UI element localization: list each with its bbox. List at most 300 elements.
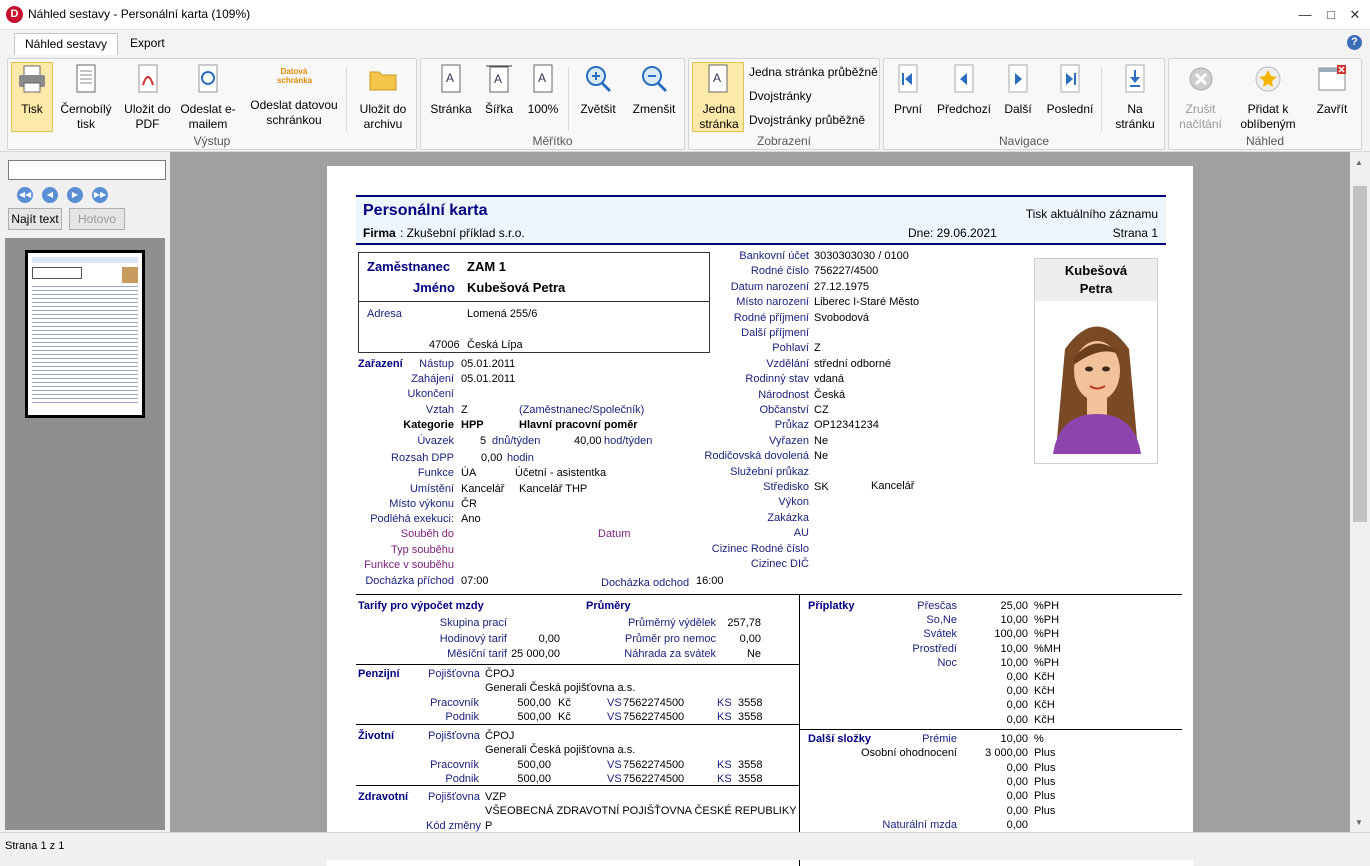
ins-ks-label: KS bbox=[717, 759, 732, 771]
priplatek-value: 100,00 bbox=[994, 628, 1028, 641]
detail-label: Datum narození bbox=[730, 280, 809, 293]
zoom-width-label: Šířka bbox=[484, 102, 513, 116]
zdravotni-poj: VZP bbox=[485, 791, 507, 803]
zivotni-poj-label: Pojišťovna bbox=[428, 730, 480, 742]
ins-vs: 7562274500 bbox=[623, 697, 685, 709]
close-preview-button[interactable] bbox=[1307, 63, 1357, 117]
detail-label: Zakázka bbox=[767, 511, 809, 524]
vertical-scrollbar[interactable] bbox=[1350, 152, 1370, 832]
dalsi-unit: Plus bbox=[1034, 804, 1056, 817]
ins-vs-label: VS bbox=[607, 759, 622, 771]
dalsi-label: Osobní ohodnocení bbox=[860, 747, 957, 760]
field-value: Ano bbox=[461, 513, 481, 525]
priplatek-label: Svátek bbox=[923, 628, 957, 641]
prumer-label: Průměrný výdělek bbox=[627, 617, 716, 629]
detail-label: Místo narození bbox=[736, 296, 809, 309]
cancel-loading-label: Zrušit načítání bbox=[1179, 102, 1222, 131]
dalsi-unit: Plus bbox=[1034, 790, 1056, 803]
print-mode: Tisk aktuálního záznamu bbox=[1025, 207, 1158, 221]
zoom-100-label: 100% bbox=[527, 102, 559, 116]
save-pdf-label: Uložit do PDF bbox=[124, 102, 171, 131]
svg-text:A: A bbox=[713, 71, 722, 85]
ins-currency: Kč bbox=[558, 697, 571, 709]
cancel-icon bbox=[1185, 63, 1217, 95]
dalsi-unit: % bbox=[1034, 733, 1044, 745]
field-value: HPP bbox=[461, 419, 484, 431]
minimize-button[interactable]: — bbox=[1298, 7, 1312, 22]
scroll-thumb[interactable] bbox=[1353, 186, 1367, 522]
report-title: Personální karta bbox=[363, 202, 488, 219]
ins-amount: 500,00 bbox=[517, 773, 551, 785]
kod-value: P bbox=[485, 820, 493, 832]
priplatek-value: 0,00 bbox=[1006, 671, 1028, 683]
bw-print-button[interactable] bbox=[56, 63, 116, 132]
detail-label: Cizinec DIČ bbox=[750, 558, 809, 570]
svg-text:A: A bbox=[446, 71, 455, 85]
detail-value: Ne bbox=[814, 434, 829, 447]
priplatek-value: 10,00 bbox=[1000, 614, 1028, 627]
priplatek-unit: %PH bbox=[1034, 656, 1060, 669]
detail-value: Z bbox=[814, 342, 821, 355]
field-value: Kancelář bbox=[461, 483, 505, 495]
detail-label: Rodné číslo bbox=[750, 265, 809, 278]
separator bbox=[1101, 67, 1102, 131]
divider bbox=[356, 785, 799, 786]
priplatek-label: So,Ne bbox=[926, 614, 957, 627]
report-date: Dne: 29.06.2021 bbox=[908, 226, 997, 240]
email-label: Odeslat e-mailem bbox=[180, 102, 236, 131]
tarif-value: 25 000,00 bbox=[511, 648, 560, 660]
report-header: Personální karta Tisk aktuálního záznamu Firma : Zkušební příklad s.r.o. Dne: 29.06.2021 Strana 1 bbox=[356, 195, 1166, 245]
detail-value: Liberec I-Staré Město bbox=[814, 296, 920, 309]
employee-photo bbox=[1045, 309, 1149, 454]
priplatek-unit: KčH bbox=[1034, 671, 1055, 683]
dalsi-unit: Plus bbox=[1034, 747, 1056, 760]
datum-label: Datum bbox=[598, 528, 631, 540]
zoom-in-button[interactable] bbox=[573, 63, 623, 117]
ins-ks-label: KS bbox=[717, 711, 732, 723]
priplatek-label: Noc bbox=[937, 656, 957, 669]
printer-icon bbox=[16, 63, 48, 95]
zoom-100-button[interactable] bbox=[523, 63, 563, 117]
thumb-lines bbox=[32, 283, 138, 403]
group-navigace bbox=[883, 58, 1165, 150]
last-page-button[interactable] bbox=[1044, 63, 1096, 117]
tarif-label: Měsíční tarif bbox=[447, 648, 507, 660]
name-label: Jméno bbox=[413, 280, 455, 295]
field-label: Nástup bbox=[419, 358, 454, 370]
detail-value: 3030303030 / 0100 bbox=[814, 250, 909, 262]
zdravotni-poj-label: Pojišťovna bbox=[428, 791, 480, 803]
done-button[interactable]: Hotovo bbox=[69, 208, 125, 230]
thumb-header bbox=[32, 257, 138, 263]
zip: 47006 bbox=[429, 339, 460, 351]
save-pdf-button[interactable] bbox=[120, 63, 175, 132]
detail-label: Občanství bbox=[759, 404, 809, 416]
ribbon-tabs bbox=[0, 30, 1370, 55]
dalsi-label: Prémie bbox=[922, 733, 957, 745]
prumery-title: Průměry bbox=[586, 600, 631, 612]
field-label: Funkce bbox=[417, 467, 454, 479]
penzijni-full: Generali Česká pojišťovna a.s. bbox=[485, 682, 636, 694]
thumbnail-panel bbox=[5, 238, 165, 830]
section-divider bbox=[356, 594, 1182, 595]
zdravotni-title: Zdravotní bbox=[358, 791, 409, 803]
next-page-icon bbox=[1002, 63, 1034, 95]
priplatek-unit: KčH bbox=[1034, 699, 1055, 712]
ins-amount: 500,00 bbox=[517, 759, 551, 771]
prev-page-icon bbox=[948, 63, 980, 95]
separator bbox=[568, 67, 569, 131]
detail-label: Pohlaví bbox=[772, 342, 809, 355]
email-button[interactable] bbox=[178, 63, 238, 132]
uvazek-hunit: hod/týden bbox=[604, 435, 653, 447]
group-nahled bbox=[1168, 58, 1362, 150]
priplatek-label: Prostředí bbox=[912, 642, 957, 655]
cancel-loading-button[interactable] bbox=[1173, 63, 1228, 132]
detail-value: 27.12.1975 bbox=[814, 280, 870, 293]
close-preview-label: Zavřít bbox=[1316, 102, 1348, 116]
tarif-label: Hodinový tarif bbox=[439, 632, 507, 645]
divider bbox=[799, 729, 1182, 730]
funkce-desc: Účetní - asistentka bbox=[515, 467, 607, 479]
next-result-icon[interactable]: ▶ bbox=[67, 187, 83, 203]
priplatek-unit: KčH bbox=[1034, 685, 1055, 698]
priplatek-value: 10,00 bbox=[1000, 656, 1028, 669]
field-label: Funkce v souběhu bbox=[364, 559, 454, 571]
last-page-label: Poslední bbox=[1046, 102, 1094, 116]
field-label: Typ souběhu bbox=[391, 544, 454, 556]
priplatek-value: 0,00 bbox=[1006, 713, 1028, 726]
zoom-out-label: Zmenšit bbox=[632, 102, 676, 116]
zivotni-full: Generali Česká pojišťovna a.s. bbox=[485, 744, 636, 756]
uvazek-hours: 40,00 bbox=[574, 435, 602, 447]
photo-box bbox=[1034, 258, 1158, 464]
emp-label: Zaměstnanec bbox=[367, 259, 451, 274]
dalsi-unit: Plus bbox=[1034, 775, 1056, 788]
priplatek-unit: %PH bbox=[1034, 628, 1060, 641]
first-page-label: První bbox=[893, 102, 922, 116]
field-label: Umístění bbox=[409, 483, 454, 495]
thumb-box bbox=[32, 267, 82, 279]
folder-icon bbox=[367, 63, 399, 95]
star-icon bbox=[1252, 63, 1284, 95]
ins-vs-label: VS bbox=[607, 697, 622, 709]
next-page-label: Další bbox=[1004, 102, 1032, 116]
close-window-button[interactable]: ✕ bbox=[1349, 7, 1361, 22]
tarify-title: Tarify pro výpočet mzdy bbox=[358, 600, 484, 612]
status-bar bbox=[0, 832, 1370, 860]
goto-page-icon bbox=[1119, 63, 1151, 95]
next-page-button[interactable] bbox=[998, 63, 1038, 117]
ins-currency: Kč bbox=[558, 711, 571, 723]
field-value: Z bbox=[461, 404, 468, 416]
tab-export[interactable]: Export bbox=[130, 36, 165, 50]
single-page-button[interactable] bbox=[692, 62, 744, 132]
svg-text:A: A bbox=[494, 72, 503, 86]
penzijni-title: Penzijní bbox=[358, 668, 400, 680]
zarazeni-label: Zařazení bbox=[358, 358, 403, 370]
prev-page-label: Předchozí bbox=[936, 102, 992, 116]
prev-result-icon[interactable]: ◀ bbox=[42, 187, 58, 203]
detail-label: Výkon bbox=[778, 496, 809, 509]
detail-label: Rodné příjmení bbox=[733, 311, 809, 324]
report-page-number: Strana 1 bbox=[1112, 226, 1158, 240]
report-page bbox=[327, 166, 1193, 866]
scroll-down-icon[interactable]: ▼ bbox=[1355, 818, 1363, 827]
ins-amount: 500,00 bbox=[517, 697, 551, 709]
page-thumbnail[interactable] bbox=[25, 250, 145, 418]
tab-nahled[interactable]: Náhled sestavy bbox=[14, 33, 118, 55]
print-button[interactable] bbox=[11, 62, 53, 132]
print-label: Tisk bbox=[21, 102, 43, 116]
tarif-label: Skupina prací bbox=[439, 617, 507, 629]
ins-ks-label: KS bbox=[717, 773, 732, 785]
detail-label: Průkaz bbox=[774, 419, 809, 432]
ins-vs: 7562274500 bbox=[623, 759, 685, 771]
field-value: 5 bbox=[480, 435, 487, 447]
dalsi-value: 10,00 bbox=[1000, 733, 1028, 745]
goto-page-label: Na stránku bbox=[1115, 102, 1155, 131]
detail-label: Další příjmení bbox=[741, 327, 809, 339]
add-favorite-label: Přidat k oblíbeným bbox=[1240, 102, 1296, 131]
detail-value: CZ bbox=[814, 404, 829, 416]
field-label: Úvazek bbox=[417, 435, 454, 447]
zivotni-poj: ČPOJ bbox=[485, 730, 515, 742]
title-bar bbox=[0, 0, 1370, 30]
detail-label: Bankovní účet bbox=[739, 250, 809, 262]
detail-value: Svobodová bbox=[814, 311, 870, 324]
dalsi-title: Další složky bbox=[808, 733, 871, 745]
datova-schranka-button[interactable] bbox=[244, 63, 344, 128]
ins-vs-label: VS bbox=[607, 711, 622, 723]
detail-value: Ne bbox=[814, 450, 829, 463]
priplatek-unit: %MH bbox=[1034, 642, 1061, 655]
group-label: Zobrazení bbox=[756, 134, 812, 148]
ins-vs: 7562274500 bbox=[623, 773, 685, 785]
page-width-icon bbox=[483, 63, 515, 95]
detail-value: 756227/4500 bbox=[814, 265, 879, 278]
detail-label: Národnost bbox=[758, 388, 809, 401]
penzijni-poj-label: Pojišťovna bbox=[428, 668, 480, 680]
detail-value: OP12341234 bbox=[814, 419, 879, 432]
field-value: 05.01.2011 bbox=[461, 373, 516, 385]
vztah-desc: (Zaměstnanec/Společník) bbox=[519, 404, 645, 416]
ins-amount: 500,00 bbox=[517, 711, 551, 723]
dalsi-value: 0,00 bbox=[1006, 804, 1028, 817]
app-logo-icon: D bbox=[6, 6, 23, 23]
maximize-button[interactable]: □ bbox=[1327, 7, 1335, 22]
field-label: Kategorie bbox=[403, 419, 454, 431]
tarif-value: 0,00 bbox=[538, 632, 560, 645]
penzijni-poj: ČPOJ bbox=[485, 668, 515, 680]
field-value: 07:00 bbox=[461, 575, 489, 587]
detail-label: Středisko bbox=[763, 481, 809, 493]
priplatek-unit: %PH bbox=[1034, 600, 1060, 612]
odchod-value: 16:00 bbox=[696, 575, 724, 587]
dalsi-label: Naturální mzda bbox=[882, 818, 957, 831]
status-text: Strana 1 z 1 bbox=[5, 840, 65, 852]
zoom-out-icon bbox=[638, 63, 670, 95]
first-page-button[interactable] bbox=[888, 63, 928, 117]
dalsi-value: 0,00 bbox=[1006, 761, 1028, 774]
pdf-icon bbox=[132, 63, 164, 95]
dalsi-value: 0,00 bbox=[1006, 790, 1028, 803]
firm-name: Zkušební příklad s.r.o. bbox=[406, 226, 525, 240]
detail-value: SK bbox=[814, 481, 829, 493]
detail-label: Cizinec Rodné číslo bbox=[711, 542, 809, 555]
field-value: ČR bbox=[461, 498, 477, 510]
single-page-label: Jedna stránka bbox=[699, 102, 739, 131]
kod-label: Kód změny bbox=[426, 820, 482, 832]
help-icon[interactable]: ? bbox=[1347, 35, 1362, 50]
detail-label: Vzdělání bbox=[766, 357, 809, 370]
field-label: Souběh do bbox=[400, 528, 454, 540]
zoom-in-label: Zvětšit bbox=[580, 102, 616, 116]
zdravotni-full: VŠEOBECNÁ ZDRAVOTNÍ POJIŠŤOVNA ČESKÉ REPUBLIKY bbox=[485, 805, 797, 817]
group-zobrazeni bbox=[688, 58, 880, 150]
ins-ks: 3558 bbox=[738, 759, 763, 771]
goto-page-button[interactable] bbox=[1109, 63, 1161, 132]
prumer-value: 257,78 bbox=[727, 617, 761, 629]
close-preview-icon bbox=[1316, 63, 1348, 95]
priplatek-value: 0,00 bbox=[1006, 699, 1028, 712]
continuous-page-option[interactable]: Jedna stránka průběžně bbox=[749, 65, 878, 79]
divider bbox=[356, 664, 799, 665]
ins-ks: 3558 bbox=[738, 773, 763, 785]
prumer-label: Náhrada za svátek bbox=[624, 648, 716, 660]
zoom-page-label: Stránka bbox=[430, 102, 472, 116]
archive-label: Uložit do archivu bbox=[359, 102, 407, 131]
group-label: Náhled bbox=[1245, 134, 1285, 148]
report-viewer bbox=[170, 152, 1350, 832]
dalsi-value: 0,00 bbox=[1006, 818, 1028, 831]
group-label: Měřítko bbox=[532, 134, 573, 148]
first-page-icon bbox=[892, 63, 924, 95]
svg-text:A: A bbox=[538, 71, 547, 85]
zoom-in-icon bbox=[582, 63, 614, 95]
ins-row-label: Podnik bbox=[445, 711, 479, 723]
detail-label: Vyřazen bbox=[769, 434, 809, 447]
dalsi-value: 0,00 bbox=[1006, 775, 1028, 788]
emp-name: Kubešová Petra bbox=[467, 280, 566, 295]
dpp-unit: hodin bbox=[507, 452, 534, 464]
photo-name: Kubešová Petra bbox=[1035, 259, 1157, 301]
zoom-out-button[interactable] bbox=[627, 63, 681, 117]
first-result-icon[interactable]: ◀◀ bbox=[17, 187, 33, 203]
zoom-page-button[interactable] bbox=[427, 63, 475, 117]
field-label: Docházka příchod bbox=[365, 575, 454, 587]
ins-ks: 3558 bbox=[738, 697, 763, 709]
priplatek-unit: %PH bbox=[1034, 614, 1060, 627]
stredisko-name: Kancelář bbox=[871, 480, 915, 492]
field-value: 05.01.2011 bbox=[461, 358, 516, 370]
two-pages-option[interactable]: Dvojstránky bbox=[749, 89, 812, 103]
zoom-width-button[interactable] bbox=[479, 63, 519, 117]
document-icon bbox=[70, 63, 102, 95]
last-page-icon bbox=[1054, 63, 1086, 95]
field-value: 0,00 bbox=[481, 452, 503, 464]
prumer-label: Průměr pro nemoc bbox=[624, 632, 716, 645]
ins-vs-label: VS bbox=[607, 773, 622, 785]
divider bbox=[356, 724, 799, 725]
priplatek-label: Přesčas bbox=[917, 600, 957, 612]
ins-row-label: Podnik bbox=[445, 773, 479, 785]
field-label: Místo výkonu bbox=[389, 498, 454, 510]
uvazek-unit: dnů/týden bbox=[492, 435, 541, 447]
detail-label: AU bbox=[793, 527, 809, 540]
kategorie-desc: Hlavní pracovní poměr bbox=[519, 419, 638, 431]
ins-ks-label: KS bbox=[717, 697, 732, 709]
field-label: Rozsah DPP bbox=[391, 452, 454, 464]
umisteni-desc: Kancelář THP bbox=[519, 483, 588, 495]
search-input[interactable] bbox=[8, 160, 166, 180]
detail-label: Rodičovská dovolená bbox=[704, 450, 809, 463]
field-label: Zahájení bbox=[411, 373, 454, 385]
street: Lomená 255/6 bbox=[467, 308, 538, 320]
datova-schranka-label: Odeslat datovou schránkou bbox=[250, 98, 338, 127]
group-label: Výstup bbox=[193, 134, 231, 148]
separator bbox=[346, 67, 347, 131]
priplatek-value: 0,00 bbox=[1006, 685, 1028, 698]
detail-label: Služební průkaz bbox=[730, 465, 809, 478]
field-label: Vztah bbox=[425, 404, 454, 416]
odchod-label: Docházka odchod bbox=[601, 577, 690, 589]
last-result-icon[interactable]: ▶▶ bbox=[92, 187, 108, 203]
email-icon bbox=[192, 63, 224, 95]
single-page-icon bbox=[702, 63, 734, 95]
bw-print-label: Černobílý tisk bbox=[60, 102, 112, 131]
left-pane bbox=[0, 152, 170, 832]
ins-row-label: Pracovník bbox=[430, 697, 479, 709]
emp-number: ZAM 1 bbox=[467, 259, 506, 274]
window-title: Náhled sestavy - Personální karta (109%) bbox=[28, 7, 251, 21]
page-100-icon bbox=[527, 63, 559, 95]
field-value: ÚA bbox=[461, 467, 477, 479]
ins-row-label: Pracovník bbox=[430, 759, 479, 771]
ins-ks: 3558 bbox=[738, 711, 763, 723]
archive-button[interactable] bbox=[352, 63, 414, 132]
prumer-value: Ne bbox=[746, 648, 761, 660]
group-vystup bbox=[7, 58, 417, 150]
priplatek-value: 10,00 bbox=[1000, 642, 1028, 655]
firm-label: Firma bbox=[363, 226, 396, 240]
city: Česká Lípa bbox=[467, 339, 523, 351]
field-label: Podléhá exekuci: bbox=[370, 513, 454, 525]
group-label: Navigace bbox=[998, 134, 1050, 148]
detail-value: střední odborné bbox=[814, 357, 892, 370]
prumer-value: 0,00 bbox=[739, 632, 761, 645]
add-favorite-button[interactable] bbox=[1233, 63, 1303, 132]
detail-value: vdaná bbox=[814, 373, 844, 386]
detail-value: Česká bbox=[814, 388, 846, 401]
priplatek-value: 25,00 bbox=[1000, 600, 1028, 612]
priplatky-title: Příplatky bbox=[808, 600, 855, 612]
dalsi-value: 3 000,00 bbox=[985, 747, 1028, 760]
priplatek-unit: KčH bbox=[1034, 713, 1055, 726]
field-label: Ukončení bbox=[407, 388, 454, 400]
addr-label: Adresa bbox=[367, 308, 402, 320]
ribbon bbox=[0, 55, 1370, 152]
two-pages-continuous-option[interactable]: Dvojstránky průběžně bbox=[749, 113, 866, 127]
ins-vs: 7562274500 bbox=[623, 711, 685, 723]
group-meritko bbox=[420, 58, 685, 150]
dalsi-unit: Plus bbox=[1034, 761, 1056, 774]
find-text-button[interactable]: Najít text bbox=[8, 208, 62, 230]
scroll-up-icon[interactable]: ▲ bbox=[1355, 158, 1363, 167]
detail-label: Rodinný stav bbox=[745, 373, 809, 386]
prev-page-button[interactable] bbox=[934, 63, 994, 117]
